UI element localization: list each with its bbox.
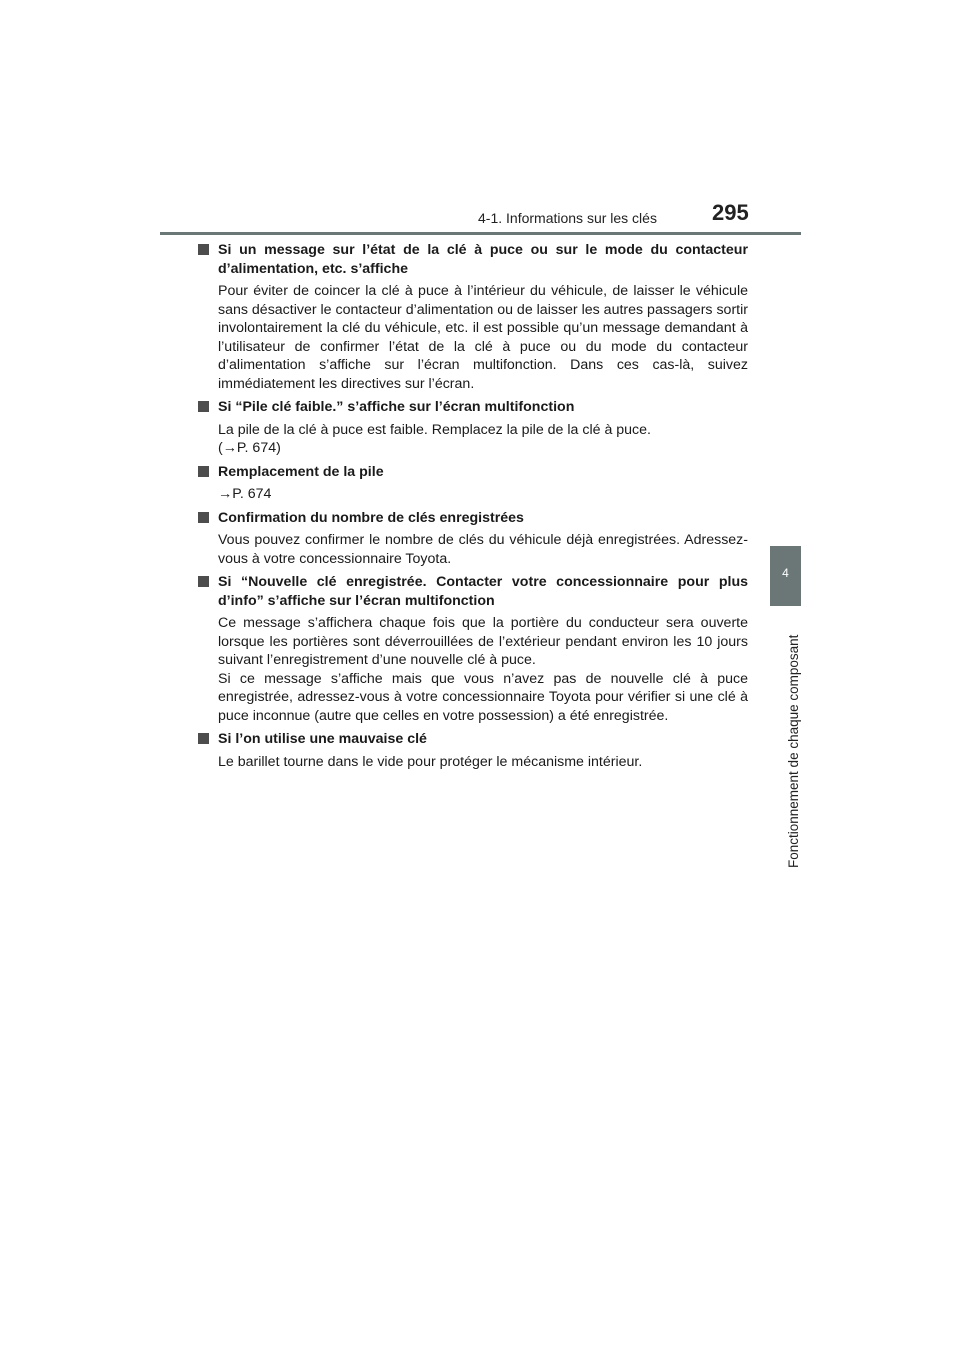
chapter-tab — [770, 546, 801, 606]
item-body — [198, 421, 748, 458]
list-item — [198, 509, 748, 569]
square-bullet-icon — [198, 401, 209, 412]
square-bullet-icon — [198, 244, 209, 255]
square-bullet-icon — [198, 466, 209, 477]
item-body — [198, 614, 748, 725]
list-item — [198, 398, 748, 458]
chapter-number: 4 — [782, 566, 789, 580]
section-title: 4-1. Informations sur les clés — [478, 210, 657, 226]
item-paragraph: Ce message s’affichera chaque fois que la portière du conducteur sera ouverte lorsque les portières sont déverrouillées de l’extérieur pendant environ les 10 jours suivant l’enregistrement d’une nouvelle clé à puce. — [218, 615, 748, 668]
square-bullet-icon — [198, 733, 209, 744]
chapter-label: Fonctionnement de chaque composant — [786, 634, 801, 868]
item-paragraph: Le barillet tourne dans le vide pour protéger le mécanisme intérieur. — [218, 753, 643, 770]
page-number: 295 — [712, 200, 749, 225]
item-paragraph: Vous pouvez confirmer le nombre de clés du véhicule déjà enregistrées. Adressez-vous à votre concessionnaire Toyota. — [218, 532, 748, 567]
item-title: Confirmation du nombre de clés enregistrées — [198, 509, 748, 528]
header-divider — [160, 232, 801, 235]
page-reference: (→P. 674) — [218, 440, 281, 456]
item-body — [198, 531, 748, 568]
item-title: Si “Nouvelle clé enregistrée. Contacter votre concessionnaire pour plus d’info” s’affiche sur l’écran multifonction — [198, 573, 748, 610]
list-item — [198, 730, 748, 771]
item-title: Si l’on utilise une mauvaise clé — [198, 730, 748, 749]
list-item — [198, 573, 748, 725]
item-title: Si un message sur l’état de la clé à puce ou sur le mode du contacteur d’alimentation, etc. s’affiche — [198, 241, 748, 278]
list-item — [198, 241, 748, 393]
item-body — [198, 282, 748, 393]
item-paragraph: La pile de la clé à puce est faible. Remplacez la pile de la clé à puce. — [218, 421, 651, 438]
item-title: Si “Pile clé faible.” s’affiche sur l’écran multifonction — [198, 398, 748, 417]
item-title: Remplacement de la pile — [198, 463, 748, 482]
item-body — [198, 485, 748, 504]
list-item — [198, 463, 748, 504]
item-paragraph: Pour éviter de coincer la clé à puce à l’intérieur du véhicule, de laisser le véhicule sans désactiver le contacteur d’alimentation ou de laisser les autres passagers sortir involontairement la clé du véhicule, etc. il est possible qu’un message demandant à l’utilisateur de confirmer l’état de la clé à puce ou du mode du contacteur d’alimentation s’affiche sur l’écran multifonction. Dans ces cas-là, suivez immédiatement les directives sur l’écran. — [218, 283, 748, 392]
item-body — [198, 753, 748, 772]
content-area — [198, 241, 748, 776]
item-paragraph: Si ce message s’affiche mais que vous n’avez pas de nouvelle clé à puce enregistrée, adressez-vous à votre concessionnaire Toyota pour vérifier si une clé à puce inconnue (autre que celles en votre possession) a été enregistrée. — [218, 670, 748, 724]
square-bullet-icon — [198, 512, 209, 523]
square-bullet-icon — [198, 576, 209, 587]
page-reference: →P. 674 — [218, 486, 272, 502]
